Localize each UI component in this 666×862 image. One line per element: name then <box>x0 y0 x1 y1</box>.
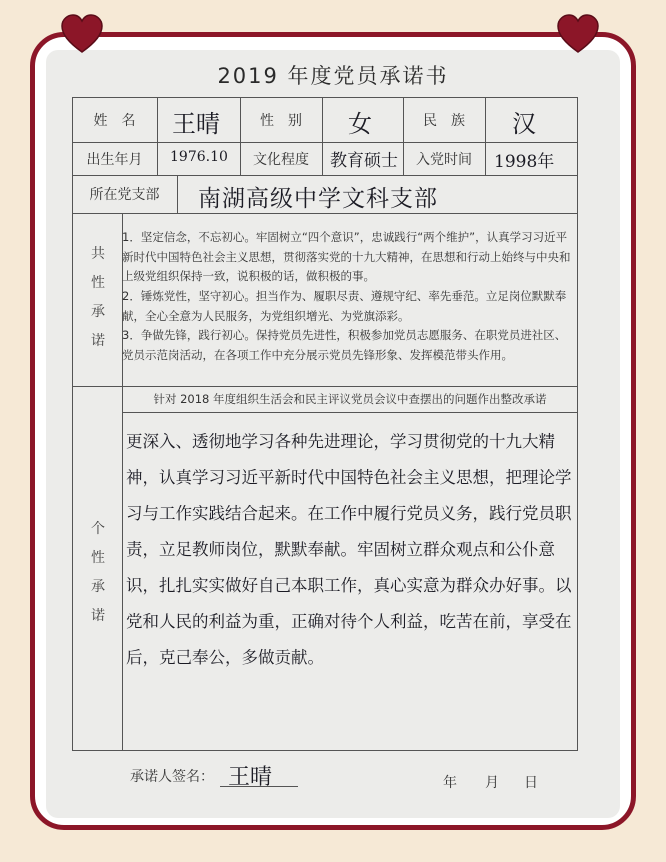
education-label: 文化程度 <box>253 151 309 168</box>
divider <box>157 97 158 175</box>
common-commitment-label: 共 性 承 诺 <box>91 246 105 349</box>
clause-3: 3．争做先锋，践行初心。保持党员先进性，积极参加党员志愿服务、在职党员进社区、党员示范岗活动，在各项工作中充分展示党员先锋形象、发挥模范带头作用。 <box>122 328 567 362</box>
gender-value: 女 <box>348 110 372 138</box>
education-value: 教育硕士 <box>330 151 398 171</box>
signature-line <box>220 786 298 787</box>
personal-commitment-text: 更深入、透彻地学习各种先进理论，学习贯彻党的十九大精神，认真学习习近平新时代中国特色社会主义思想，把理论学习与工作实践结合起来。在工作中履行党员义务，践行党员职责，立足教师岗位，默默奉献。牢固树立群众观点和公仆意识，扎扎实实做好自己本职工作，真心实意为群众办好事。以党和人民的利益为重，正确对待个人利益，吃苦在前，享受在后，克己奉公，多做贡献。 <box>126 432 572 667</box>
divider <box>122 412 578 413</box>
personal-section-header: 针对 2018 年度组织生活会和民主评议党员会议中查摆出的问题作出整改承诺 <box>153 392 547 406</box>
signature-label: 承诺人签名： <box>130 769 214 785</box>
divider <box>322 97 323 175</box>
join-date-label: 入党时间 <box>416 151 472 168</box>
divider <box>72 213 578 214</box>
birth-label: 出生年月 <box>86 151 143 168</box>
heart-icon <box>556 14 600 54</box>
birth-value: 1976.10 <box>170 149 228 165</box>
date-day-label: 日 <box>524 775 538 791</box>
divider <box>177 175 178 213</box>
heart-icon <box>60 14 104 54</box>
clause-2: 2．锤炼党性，坚守初心。担当作为、履职尽责、遵规守纪、率先垂范。立足岗位默默奉献，全心全意为人民服务，为党组织增光、为党旗添彩。 <box>122 289 567 323</box>
branch-value: 南湖高级中学文科支部 <box>198 186 438 212</box>
ethnicity-label: 民 族 <box>423 112 465 129</box>
personal-commitment-label: 个 性 承 诺 <box>91 521 105 624</box>
clause-1: 1．坚定信念，不忘初心。牢固树立“四个意识”，忠诚践行“两个维护”，认真学习习近平新时代中国特色社会主义思想，贯彻落实党的十九大精神，在思想和行动上始终与中央和上级党组织保持一致，说积极的话，做积极的事。 <box>122 230 571 283</box>
signature-value: 王晴 <box>228 765 273 790</box>
date-year-label: 年 <box>443 775 457 791</box>
ethnicity-value: 汉 <box>512 110 536 138</box>
gender-label: 性 别 <box>260 112 302 129</box>
name-label: 姓 名 <box>93 112 136 129</box>
divider <box>485 97 486 175</box>
join-date-value: 1998年 <box>494 152 555 172</box>
date-month-label: 月 <box>485 775 499 791</box>
name-value: 王晴 <box>172 110 220 138</box>
document-title: 2019 年度党员承诺书 <box>217 64 449 88</box>
branch-label: 所在党支部 <box>89 187 160 203</box>
